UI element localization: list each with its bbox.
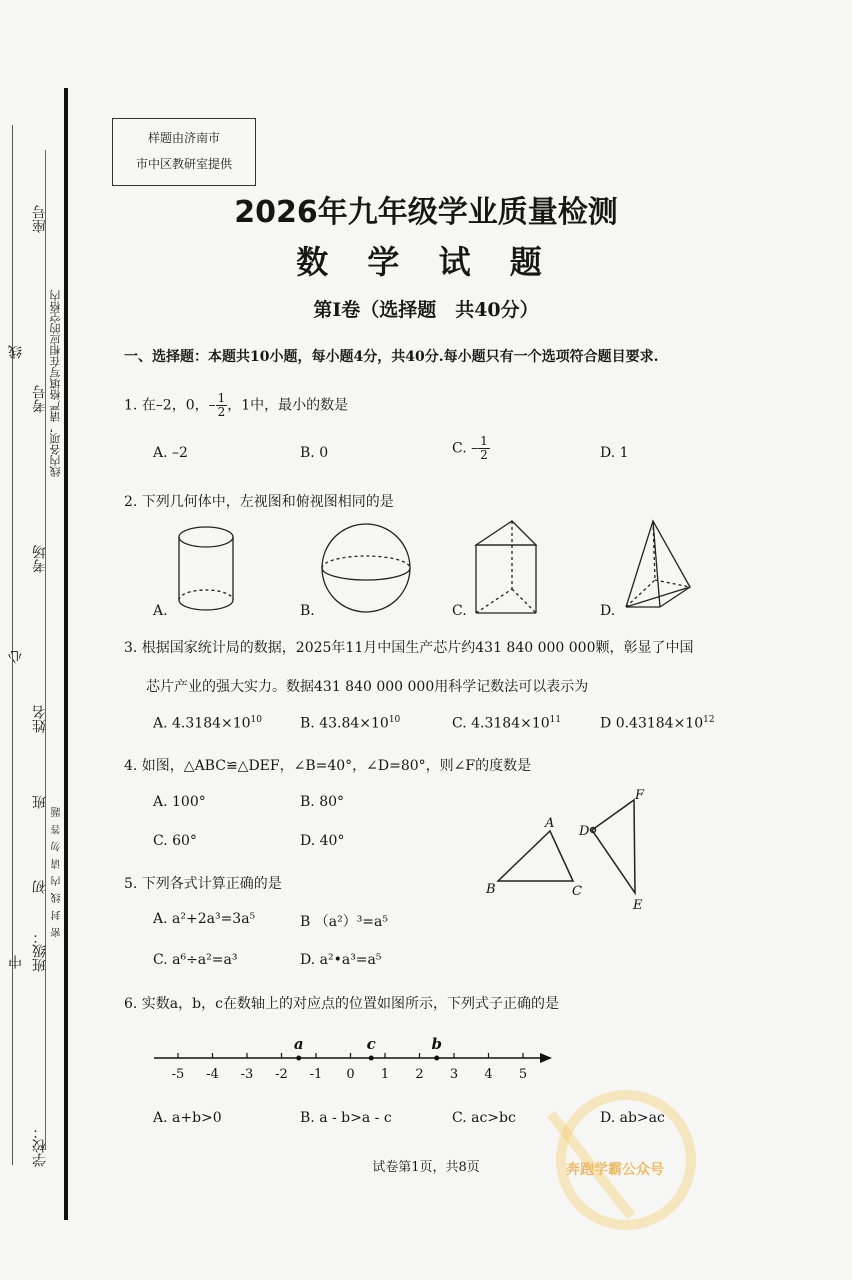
point-a	[296, 1056, 301, 1061]
question-5: 5. 下列各式计算正确的是	[124, 876, 282, 892]
exam-no-label: 考号	[32, 385, 48, 413]
q4-option-c[interactable]: C. 60°	[153, 833, 197, 849]
question-3-line2: 芯片产业的强大实力。数据431 840 000 000用科学记数法可以表示为	[146, 679, 589, 695]
q3-option-a[interactable]: A. $4.3184\times 10^{10}$	[153, 715, 262, 732]
exam-title: 2026年九年级学业质量检测	[234, 195, 618, 230]
tick-label: 0	[346, 1067, 355, 1082]
cylinder-figure	[179, 527, 233, 610]
label-a: A	[545, 816, 555, 831]
prism-figure	[476, 521, 536, 613]
q5-option-a[interactable]: A. a²+2a³=3a⁵	[153, 911, 256, 927]
point-b	[434, 1056, 439, 1061]
triangle-def	[592, 800, 635, 893]
q3-option-d[interactable]: D $0.43184\times 10^{12}$	[600, 715, 715, 732]
heart-char: 心	[8, 650, 24, 664]
q4-option-a[interactable]: A. 100°	[153, 794, 206, 810]
tick-label: 4	[484, 1067, 493, 1082]
q3-option-b[interactable]: B. $43.84\times 10^{10}$	[300, 715, 401, 732]
label-b: B	[486, 882, 496, 897]
name-label: 姓名	[32, 705, 48, 733]
q3-option-c[interactable]: C. $4.3184\times 10^{11}$	[452, 715, 562, 732]
class-full-label: 班级：	[32, 930, 48, 972]
question-1	[124, 392, 348, 419]
point-c	[369, 1056, 374, 1061]
pyramid-figure	[626, 521, 690, 607]
q4-option-b[interactable]: B. 80°	[300, 794, 345, 810]
q6-option-c[interactable]: C. ac>bc	[452, 1110, 516, 1126]
middle-char: 中	[8, 955, 24, 969]
q1-option-c[interactable]: C. – $\frac{1}{2}$	[452, 434, 488, 462]
q4-option-d[interactable]: D. 40°	[300, 833, 345, 849]
q1-suffix: ，1中，最小的数是	[227, 397, 349, 414]
question-4: 4. 如图，△ABC≌△DEF，∠B=40°，∠D=80°，则∠F的度数是	[124, 758, 532, 774]
tick-label: -2	[275, 1067, 288, 1082]
question-2: 2. 下列几何体中，左视图和俯视图相同的是	[124, 494, 394, 510]
number-line-arrow	[540, 1053, 552, 1063]
tick-label: -5	[171, 1067, 185, 1082]
q2-option-d[interactable]: D.	[600, 603, 616, 619]
q2-option-c[interactable]: C.	[452, 603, 467, 619]
triangle-abc	[498, 831, 573, 881]
q5-option-b[interactable]: B （a²）³=a⁵	[300, 914, 388, 930]
q5-option-c[interactable]: C. a⁶÷a²=a³	[153, 952, 238, 968]
volume-heading: 第I卷（选择题 共40分）	[313, 299, 539, 321]
q6-option-d[interactable]: D. ab>ac	[600, 1110, 665, 1126]
q1-option-b[interactable]: B. 0	[300, 445, 329, 461]
grade-label: 初	[32, 880, 48, 894]
label-f: F	[635, 788, 645, 803]
point-label-c: c	[366, 1035, 376, 1053]
margin-notice: 线内各项，请严格填写在相应的空格内	[49, 290, 62, 477]
question-3-line1: 3. 根据国家统计局的数据，2025年11月中国生产芯片约431 840 000 000颗，彰显了中国	[124, 640, 694, 656]
number-line	[148, 1030, 558, 1090]
q4-triangles-figure	[480, 785, 660, 915]
class-label: 班	[32, 795, 48, 809]
tick-label: 1	[380, 1067, 390, 1082]
q2-figures	[140, 515, 700, 625]
seal-chars: 密 封 线 内 请 勿 答 题	[52, 805, 63, 938]
provider-note-box	[112, 118, 256, 186]
q1-option-d[interactable]: D. 1	[600, 445, 629, 461]
tick-label: 2	[415, 1067, 424, 1082]
q1-option-a[interactable]: A. –2	[153, 445, 188, 461]
seat-label: 座号	[32, 205, 48, 233]
section-heading: 一、选择题：本题共10小题，每小题4分，共40分.每小题只有一个选项符合题目要求.	[124, 349, 659, 365]
point-label-b: b	[431, 1035, 442, 1053]
question-6: 6. 实数a，b，c在数轴上的对应点的位置如图所示，下列式子正确的是	[124, 996, 559, 1012]
line-char: 线	[8, 345, 24, 359]
page-number: 试卷第1页，共8页	[372, 1160, 480, 1175]
q2-option-a[interactable]: A.	[153, 603, 168, 619]
tick-label: 3	[449, 1067, 459, 1082]
q1-fraction: $\frac{1}{2}$	[217, 391, 226, 419]
point-label-a: a	[293, 1035, 304, 1053]
tick-label: -4	[206, 1067, 219, 1082]
q1-prefix: 1. 在–2，0，–	[124, 397, 216, 414]
room-label: 考场	[32, 545, 48, 573]
tick-label: -3	[240, 1067, 254, 1082]
label-e: E	[633, 898, 643, 913]
q6-option-b[interactable]: B. a - b>a - c	[300, 1110, 392, 1126]
watermark-text: 奔跑学霸公众号	[566, 1162, 664, 1178]
school-label: 学校：	[32, 1125, 48, 1167]
provider-note-line2: 市中区教研室提供	[135, 157, 232, 171]
q2-option-b[interactable]: B.	[300, 603, 315, 619]
tick-label: 5	[518, 1067, 528, 1082]
exam-subtitle: 数 学 试 题	[296, 243, 556, 281]
label-d: D	[579, 824, 590, 839]
q6-option-a[interactable]: A. a+b>0	[153, 1110, 222, 1126]
provider-note-line1: 样题由济南市	[147, 131, 220, 145]
tick-label: -1	[309, 1067, 323, 1082]
label-c: C	[572, 884, 582, 899]
q5-option-d[interactable]: D. a²•a³=a⁵	[300, 952, 382, 968]
sphere-figure	[322, 524, 410, 612]
